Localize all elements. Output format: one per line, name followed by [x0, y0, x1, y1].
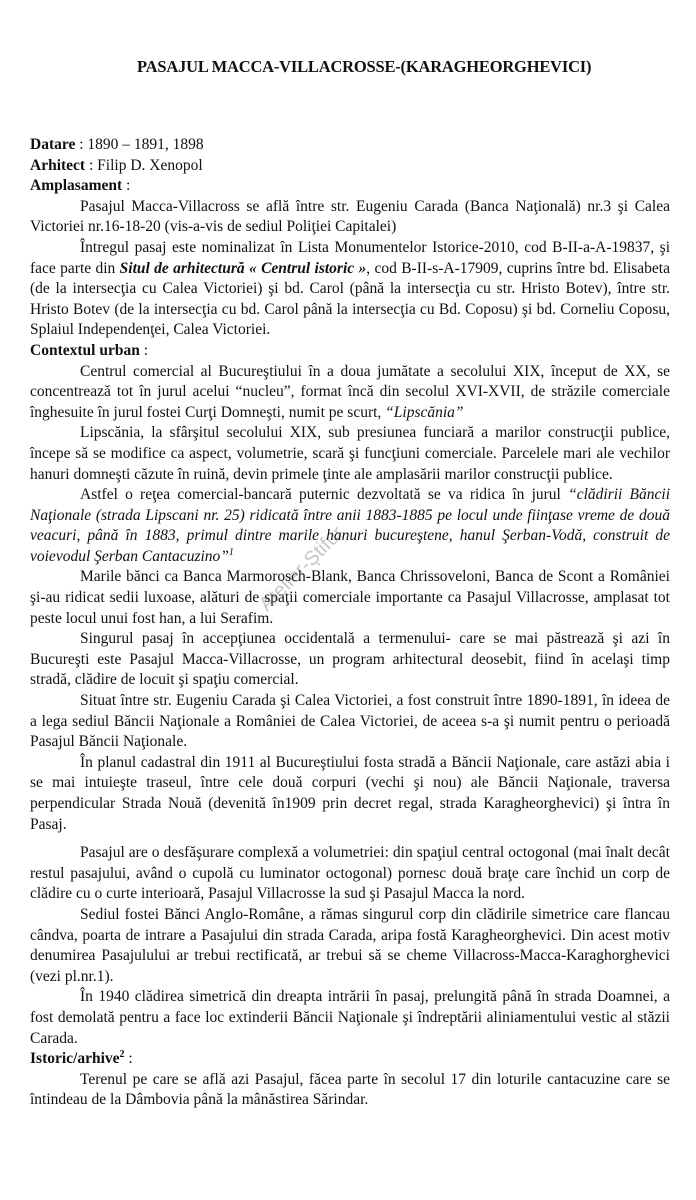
situl-de-arhitectura-emphasis: Situl de arhitectură « Centrul istoric »: [119, 259, 367, 277]
contextul-urban-label: Contextul urban: [30, 341, 140, 359]
datare-label: Datare: [30, 136, 76, 153]
contextul-paragraph-8: Pasajul are o desfăşurare complexă a volumetriei: din spaţiul central octogonal (mai înalt decât restul pasajului, având o cupolă cu luminator octogonal) pornesc două braţe care închid un corp de clădire cu o curte interioară, Pasajul Villacrosse la sud şi Pasajul Macca la nord.: [30, 844, 670, 903]
watermark: Atelier-Știfur: [255, 522, 349, 616]
amplasament-suffix: :: [122, 177, 131, 195]
contextul-paragraph-1: [30, 362, 670, 424]
amplasament-paragraph-1: Pasajul Macca-Villacross se află între str. Eugeniu Carada (Banca Naţională) nr.3 şi Calea Victoriei nr.16-18-20 (vis-a-vis de sediul Poliţiei Capitalei): [30, 197, 670, 236]
lipscania-quote: “Lipscănia”: [385, 403, 464, 421]
arhitect-value: : Filip D. Xenopol: [85, 156, 203, 174]
banca-nationala-quote: “clădirii Băncii Naţionale (strada Lipscani nr. 25) ridicată între anii 1883-1885 pe locul unde fiinţase vreme de două veacuri, până în 1883, primul dintre marile hanuri bucureştene, hanul Şerban-Vodă, construit de voievodul Şerban Cantacuzino”: [30, 486, 671, 565]
document-body: [30, 135, 670, 1111]
document-title: PASAJUL MACCA-VILLACROSSE-(KARAGHEORGHEVICI): [137, 57, 592, 76]
contextul-paragraph-2: Lipscănia, la sfârşitul secolului XIX, sub presiunea funciară a marilor construcţii publice, începe să se modifice ca aspect, volumetrie, scară şi funcţiuni comerciale. Parcelele mari ale vechilor hanuri domneşti căzute în ruină, devin primele ţinte ale amplasării marilor construcţii publice.: [30, 424, 670, 483]
datare-value: : 1890 – 1891, 1898: [75, 136, 204, 153]
contextul-paragraph-5: Singurul pasaj în accepţiunea occidentală a termenului- care se mai păstrează şi azi în Bucureşti este Pasajul Macca-Villacrosse, un program arhitectural deosebit, fiind în acelaşi timp stradă, clădire de locuit şi spaţiu comercial.: [30, 630, 670, 689]
amplasament-p2-text: Întregul pasaj este nominalizat în Lista Monumentelor Istorice-2010, cod B-II-a-A-19837, şi face parte din: [30, 238, 670, 277]
footnote-ref-2[interactable]: 2: [119, 1048, 125, 1060]
contextul-paragraph-6: Situat între str. Eugeniu Carada şi Calea Victoriei, a fost construit între 1890-1891, în ideea de a lega sediul Băncii Naţionale a României de Calea Victoriei, de aceea s-a şi numit pentru o perioadă Pasajul Băncii Naţionale.: [30, 692, 670, 751]
contextul-paragraph-10: În 1940 clădirea simetrică din dreapta intrării în pasaj, prelungită până în strada Doamnei, a fost demolată pentru a face loc extinderii Băncii Naţionale şi îndreptării aliniamentului vestic al stăzii Carada.: [30, 988, 670, 1047]
contextul-p1-text: Centrul comercial al Bucureştiului în a doua jumătate a secolului XIX, început de XX, se concentrează tot în jurul acelui “nucleu”, format încă din secolul XVI-XVII, de străzile comerciale înghesuite în jurul fostei Curţi Domneşti, numit pe scurt,: [30, 362, 670, 421]
istoric-paragraph-1: Terenul pe care se află azi Pasajul, făcea parte în secolul 17 din loturile cantacuzine care se întindeau de la Dâmbovia până la mânăstirea Sărindar.: [30, 1070, 670, 1109]
istoric-suffix: :: [124, 1050, 133, 1068]
contextul-paragraph-9: Sediul fostei Bănci Anglo-Române, a rămas singurul corp din clădirile simetrice care flancau cândva, poarta de intrare a Pasajului din strada Carada, aripa fostă Karagheorghevici. Din acest motiv denumirea Pasajulului ar trebui rectificată, ar trebui să se cheme Villacross-Macca-Karaghorghevici (vezi pl.nr.1).: [30, 905, 670, 985]
contextul-urban-suffix: :: [139, 341, 148, 359]
amplasament-p2-text-cont: , cod B-II-s-A-17909, cuprins între bd. Elisabeta (de la intersecţia cu Calea Victoriei) şi bd. Carol (până la intersecţia cu str. Hristo Botev), între str. Hristo Botev (de la intersecţia cu bd. Carol până la intersecţia cu Bd. Coposu) şi bd. Corneliu Coposu, Splaiul Independenţei, Calea Victoriei.: [30, 259, 670, 339]
contextul-paragraph-7: În planul cadastral din 1911 al Bucureştiului fosta stradă a Băncii Naţionale, care astăzi abia i se mai intuieşte traseul, între cele două corpuri (vechi şi nou) ale Băncii Naţionale, traversa perpendicular Strada Nouă (devenită în1909 prin decret regal, strada Karagheorghevici) şi întra în Pasaj.: [30, 753, 670, 833]
amplasament-paragraph-2: [30, 238, 670, 341]
arhitect-label: Arhitect: [30, 156, 86, 174]
contextul-urban-heading: [30, 341, 670, 362]
footnote-ref-1[interactable]: 1: [228, 546, 234, 558]
istoric-label: Istoric/arhive: [30, 1050, 120, 1068]
arhitect-line: [30, 156, 670, 177]
istoric-heading: [30, 1049, 670, 1070]
contextul-paragraph-3: [30, 485, 670, 567]
datare-line: [30, 135, 670, 156]
amplasament-label: Amplasament: [30, 177, 123, 195]
contextul-paragraph-4: Marile bănci ca Banca Marmorosch-Blank, Banca Chrissoveloni, Banca de Scont a României şi-au ridicat sedii luxoase, alături de spaţii comerciale importante ca Pasajul Villacrosse, amplasat tot peste locul unui fost han, a lui Serafim.: [30, 568, 670, 627]
contextul-p3-text: Astfel o reţea comercial-bancară puternic dezvoltată se va ridica în jurul: [80, 486, 569, 504]
amplasament-heading: [30, 176, 670, 197]
